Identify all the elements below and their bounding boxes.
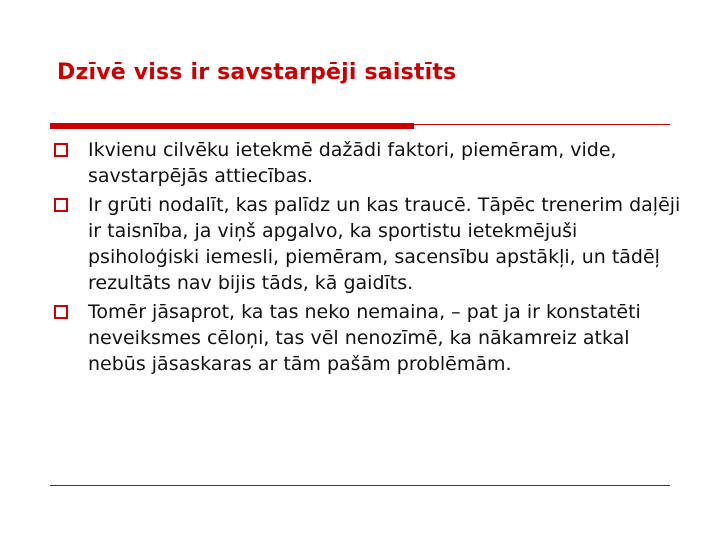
list-item [52, 137, 692, 189]
title-rule-thick [50, 123, 414, 129]
hollow-square-bullet-icon [54, 305, 68, 319]
hollow-square-bullet-icon [54, 143, 68, 157]
bullet-text: Ir grūti nodalīt, kas palīdz un kas traucē. Tāpēc trenerim daļēji ir taisnība, ja viņš apgalvo, ka sportistu ietekmējuši psiholoģiski iemesli, piemēram, sacensību apstākļi, un tādēļ rezultāts nav bijis tāds, kā gaidīts. [88, 194, 681, 294]
bullet-text: Ikvienu cilvēku ietekmē dažādi faktori, piemēram, vide, savstarpējās attiecības. [88, 139, 617, 187]
bullet-list [52, 137, 692, 380]
bottom-rule [50, 485, 670, 486]
list-item [52, 299, 692, 377]
bullet-text: Tomēr jāsaprot, ka tas neko nemaina, – pat ja ir konstatēti neveiksmes cēloņi, tas vēl nenozīmē, ka nākamreiz atkal nebūs jāsaskaras ar tām pašām problēmām. [88, 301, 641, 375]
slide-title: Dzīvē viss ir savstarpēji saistīts [57, 60, 457, 85]
list-item [52, 192, 692, 296]
hollow-square-bullet-icon [54, 198, 68, 212]
